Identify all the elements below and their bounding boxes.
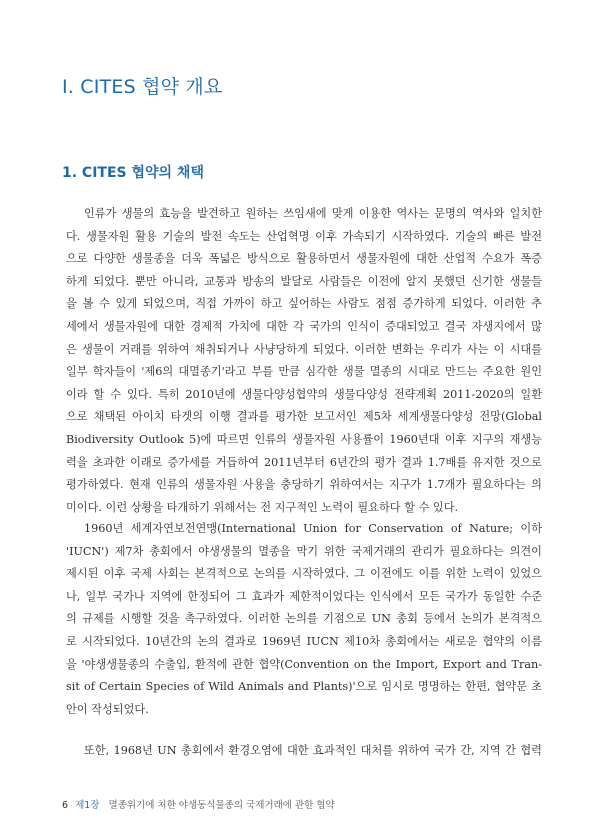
paragraph-1: [66, 203, 542, 519]
text-line: Biodiversity Outlook 5)에 따르면 인류의 생물자원 사용률이 1960년대 이후 지구의 재생능: [66, 432, 542, 446]
text-line: 안이 작성되었다.: [66, 702, 149, 716]
page-number: 6: [62, 800, 69, 811]
text-line: sit of Certain Species of Wild Animals and Plants)'으로 임시로 명명하는 한편, 협약문 초: [66, 680, 542, 694]
text-line: 또한, 1968년 UN 총회에서 환경오염에 대한 효과적인 대처를 위하여 국가 간, 지역 간 협력: [84, 744, 542, 757]
text-line: 1960년 세계자연보전연맹(International Union for Conservation of Nature; 이하: [84, 522, 542, 535]
text-line: 을 볼 수 있게 되었으며, 직접 가까이 하고 싶어하는 사람도 점점 증가하게 되었다. 이러한 추: [66, 297, 542, 311]
section-title: 1. CITES 협약의 채택: [62, 165, 204, 181]
paragraph-3: [66, 740, 542, 763]
text-line: 세에서 생물자원에 대한 경제적 가치에 대한 각 국가의 인식이 증대되었고 결국 자생지에서 많: [66, 319, 542, 333]
text-line: 이라 할 수 있다. 특히 2010년에 생물다양성협약의 생물다양성 전략계획 2011-2020의 일환: [66, 387, 542, 401]
text-line: 은 생물이 거래를 위하여 채취되거나 사냥당하게 되었다. 이러한 변화는 우리가 사는 이 시대를: [66, 342, 542, 356]
text-line: 으로 채택된 아이치 타겟의 이행 결과를 평가한 보고서인 제5차 세계생물다양성 전망(Global: [66, 410, 542, 424]
text-line: 미이다. 이런 상황을 타개하기 위해서는 전 지구적인 노력이 필요하다 할 수 있다.: [66, 500, 459, 514]
text-line: 일부 학자들이 '제6의 대멸종기'라고 부를 만큼 심각한 생물 멸종의 시대로 만드는 주요한 원인: [66, 365, 542, 379]
text-line: 다. 생물자원 활용 기술의 발전 속도는 산업혁명 이후 가속되기 시작하였다. 기술의 빠른 발전: [66, 229, 542, 243]
text-line: 을 '야생생물종의 수출입, 환적에 관한 협약(Convention on the Import, Export and Tran-: [66, 657, 542, 671]
text-line: 로 시작되었다. 10년간의 논의 결과로 1969년 IUCN 제10차 총회에서는 새로운 협약의 이름: [66, 634, 542, 648]
text-line: 'IUCN') 제7차 총회에서 야생생물의 멸종을 막기 위한 국제거래의 관리가 필요하다는 의견이: [66, 544, 542, 558]
text-line: 력을 초과한 이래로 증가세를 거듭하여 2011년부터 6년간의 평가 결과 1.7배를 유지한 것으로: [66, 455, 542, 469]
text-line: 나, 일부 국가나 지역에 한정되어 그 효과가 제한적이었다는 인식에서 모든 국가가 동일한 수준: [66, 589, 542, 603]
text-line: 평가하였다. 현재 인류의 생물자원 사용을 충당하기 위하여서는 지구가 1.7개가 필요하다는 의: [66, 478, 542, 492]
chapter-title: Ⅰ. CITES 협약 개요: [62, 76, 223, 98]
text-line: 의 규제를 시행할 것을 촉구하였다. 이러한 논의를 기점으로 UN 총회 등에서 논의가 본격적으: [66, 612, 542, 626]
footer-running-title: 멸종위기에 처한 야생동식물종의 국제거래에 관한 협약: [108, 800, 335, 811]
footer-chapter-label: 제1장: [75, 800, 100, 811]
text-line: 인류가 생물의 효능을 발견하고 원하는 쓰임새에 맞게 이용한 역사는 문명의 역사와 일치한: [84, 207, 542, 220]
text-line: 하게 되었다. 뿐만 아니라, 교통과 방송의 발달로 사람들은 이전에 알지 못했던 신기한 생물들: [66, 274, 542, 288]
paragraph-2: [66, 518, 542, 721]
text-line: 제시된 이후 국제 사회는 본격적으로 논의를 시작하였다. 그 이전에도 이를 위한 노력이 있었으: [66, 567, 542, 581]
page-footer: [62, 797, 335, 811]
text-line: 으로 다양한 생물종을 더욱 폭넓은 방식으로 활용하면서 생물자원에 대한 산업적 수요가 폭증: [66, 252, 542, 266]
